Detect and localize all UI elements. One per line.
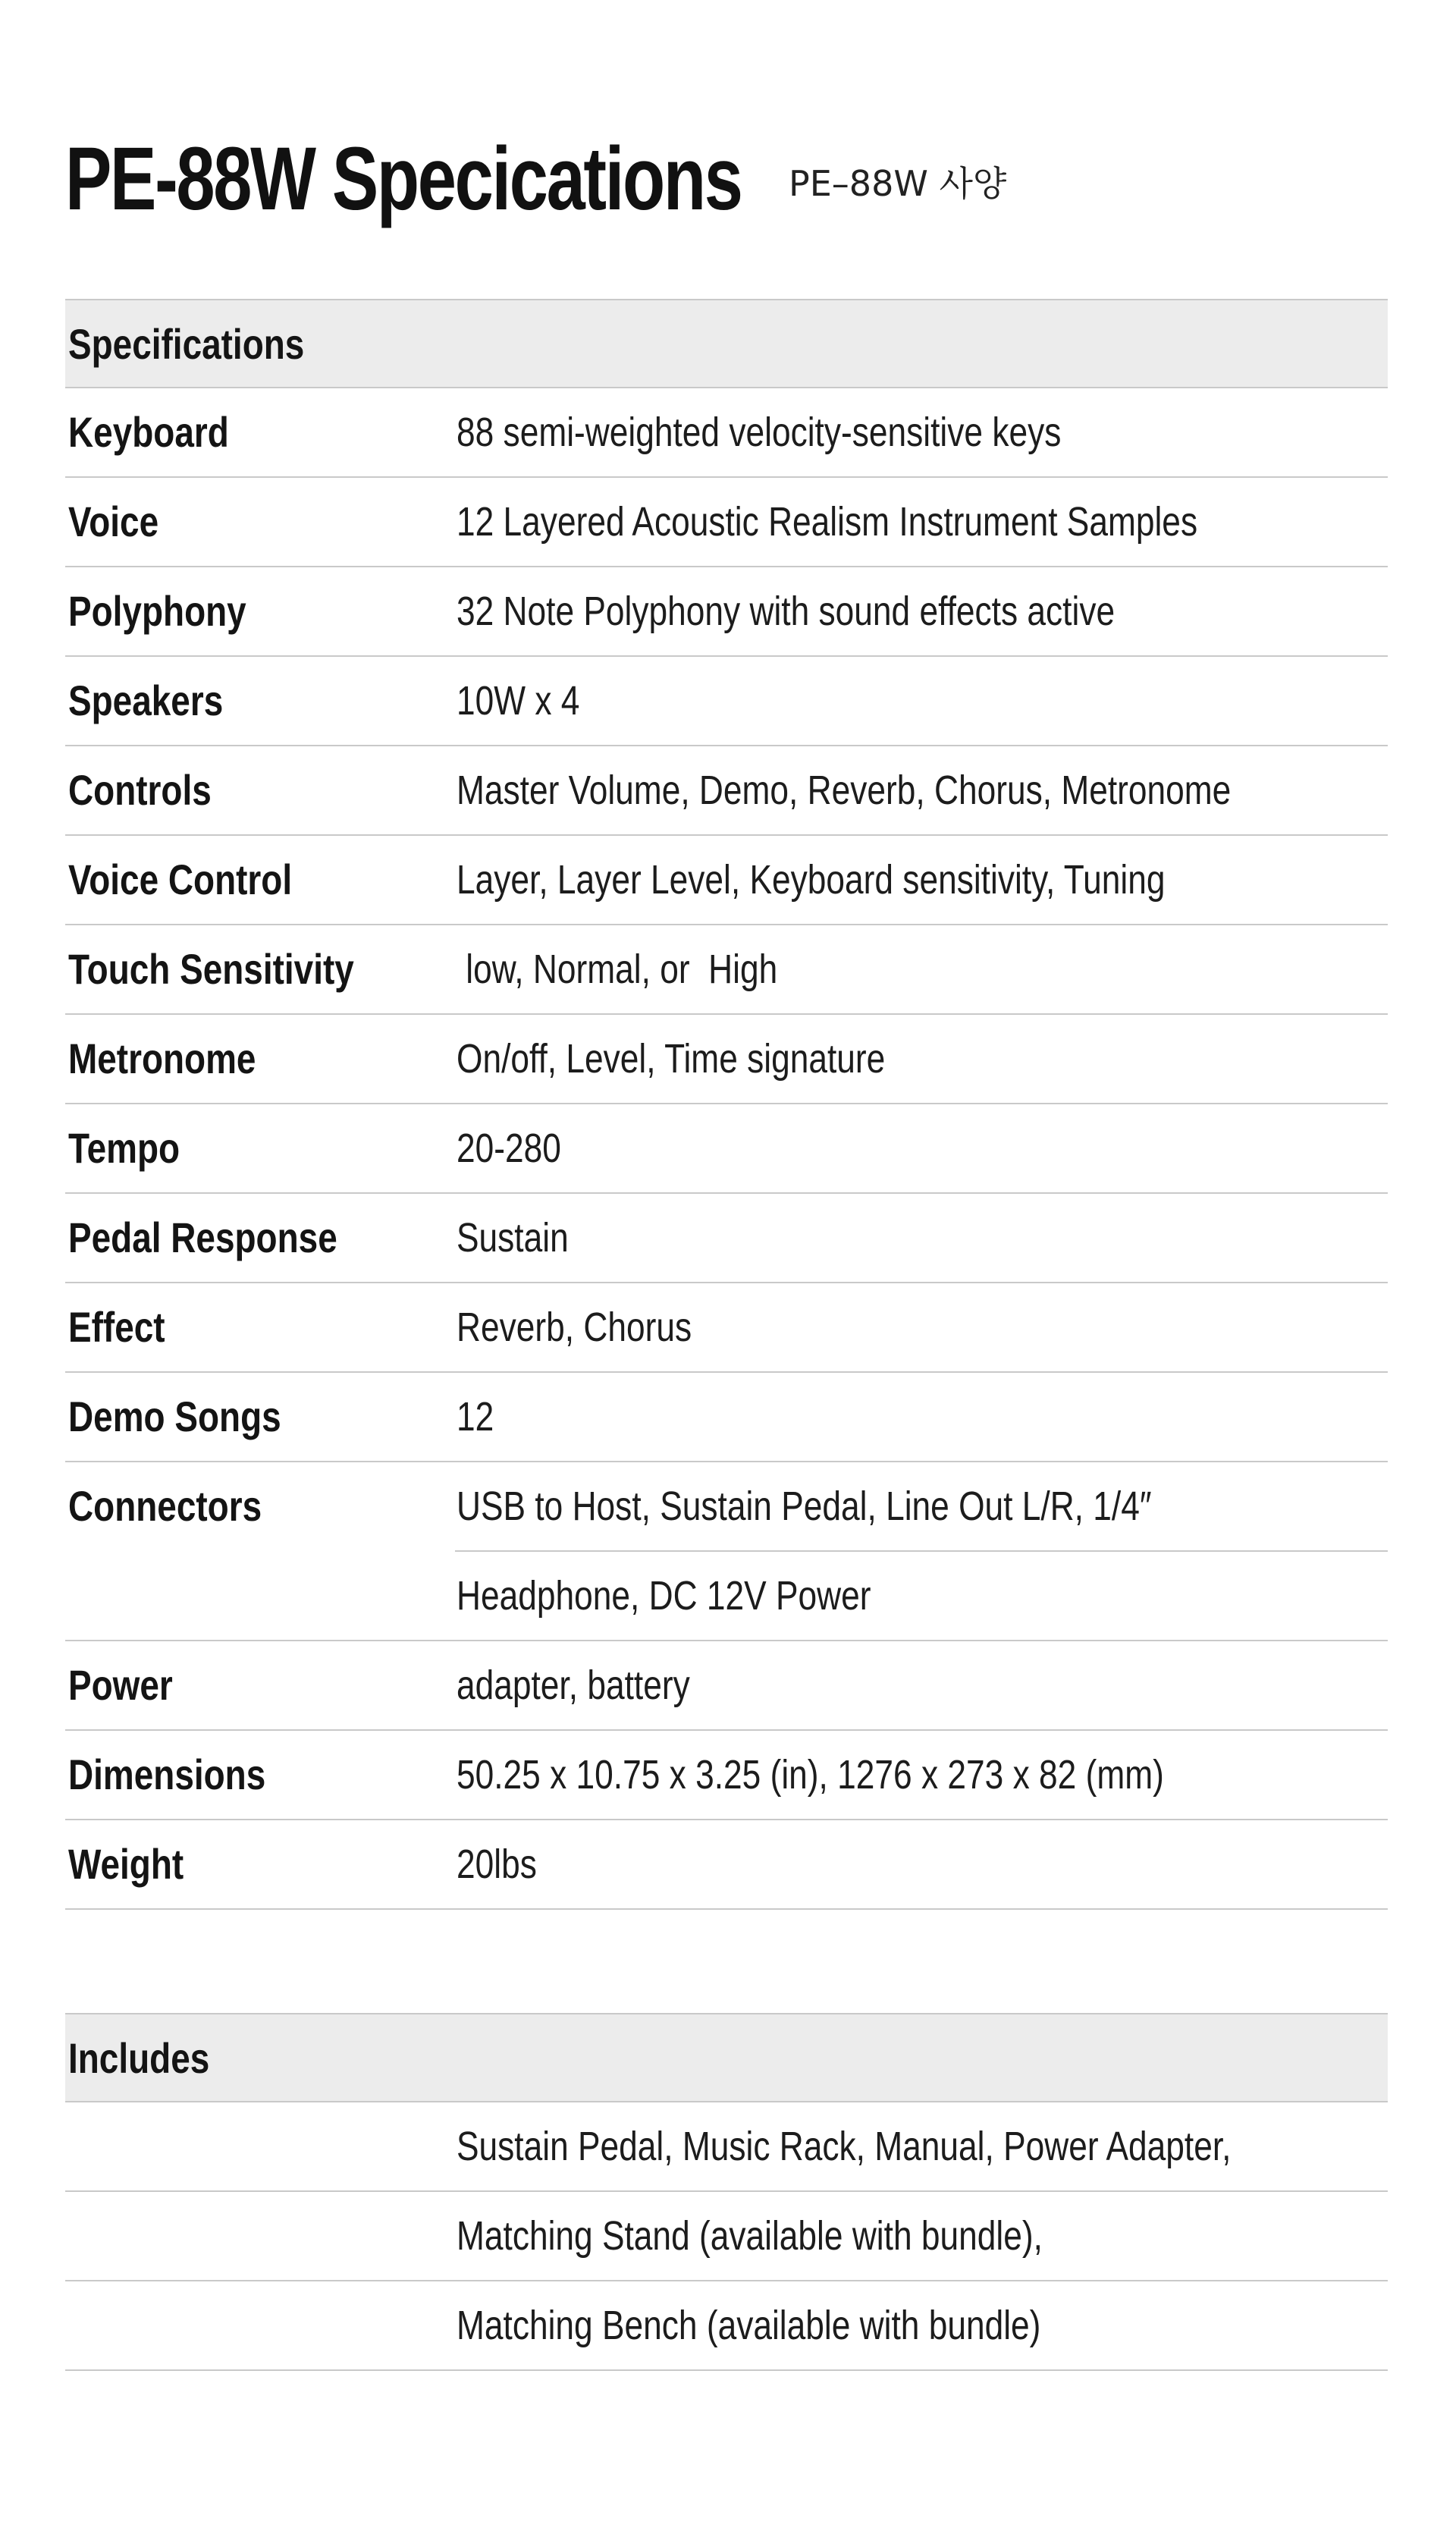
table-row (65, 478, 1388, 567)
table-row (65, 1283, 1388, 1373)
table-row (65, 2102, 1388, 2192)
table-header-label: Includes (68, 2034, 210, 2082)
spec-value: USB to Host, Sustain Pedal, Line Out L/R, 1/4″ (457, 1484, 1152, 1529)
spec-label: Touch Sensitivity (68, 945, 354, 993)
table-row (65, 1194, 1388, 1283)
spec-value: adapter, battery (457, 1663, 690, 1708)
table-row (65, 746, 1388, 836)
table-row (65, 925, 1388, 1015)
table-row (65, 836, 1388, 925)
page-title: PE-88W Specications (65, 129, 742, 229)
spec-label: Keyboard (68, 408, 229, 456)
spec-value: 10W x 4 (457, 678, 580, 724)
table-row (65, 1462, 1388, 1552)
spec-value: Sustain (457, 1215, 569, 1261)
includes-table (65, 2013, 1388, 2371)
spec-value: Layer, Layer Level, Keyboard sensitivity, Tuning (457, 857, 1166, 903)
spec-label: Speakers (68, 677, 224, 724)
spec-value: On/off, Level, Time signature (457, 1036, 886, 1082)
table-row (65, 1731, 1388, 1820)
table-row (65, 388, 1388, 478)
spec-label: Polyphony (68, 587, 246, 635)
include-value: Sustain Pedal, Music Rack, Manual, Power Adapter, (457, 2124, 1232, 2169)
spec-label: Effect (68, 1303, 165, 1351)
table-row (65, 567, 1388, 657)
table-row (65, 1104, 1388, 1194)
specifications-table (65, 299, 1388, 1910)
spec-value: 20lbs (457, 1842, 537, 1887)
spec-label: Voice (68, 498, 159, 545)
table-row (65, 2281, 1388, 2371)
table-row (65, 1373, 1388, 1462)
spec-value: Reverb, Chorus (457, 1305, 692, 1350)
spec-value: low, Normal, or High (457, 947, 778, 992)
spec-value: 20-280 (457, 1126, 561, 1171)
spec-label: Demo Songs (68, 1393, 281, 1440)
spec-label: Power (68, 1661, 173, 1709)
table-header-row (65, 299, 1388, 388)
table-header-label: Specifications (68, 320, 305, 368)
spec-value: Master Volume, Demo, Reverb, Chorus, Metronome (457, 768, 1232, 813)
spec-label: Controls (68, 766, 212, 814)
spec-label: Weight (68, 1840, 184, 1888)
spec-label: Metronome (68, 1035, 256, 1082)
spec-value: 32 Note Polyphony with sound effects active (457, 589, 1116, 634)
table-row (65, 1641, 1388, 1731)
spec-value: 50.25 x 10.75 x 3.25 (in), 1276 x 273 x 82 (mm) (457, 1752, 1164, 1798)
table-row (65, 1015, 1388, 1104)
spec-label: Pedal Response (68, 1214, 337, 1261)
table-row (65, 1552, 1388, 1641)
spec-label: Tempo (68, 1124, 180, 1172)
spec-label: Connectors (68, 1482, 262, 1530)
table-row (65, 2192, 1388, 2281)
spec-value: 12 Layered Acoustic Realism Instrument Samples (457, 499, 1198, 545)
page-subtitle: PE–88W 사양 (789, 163, 1007, 204)
spec-value: 12 (457, 1394, 494, 1440)
spec-label: Dimensions (68, 1751, 266, 1798)
spec-label: Voice Control (68, 856, 293, 903)
include-value: Matching Stand (available with bundle), (457, 2213, 1043, 2259)
spec-value: 88 semi-weighted velocity-sensitive keys (457, 410, 1062, 455)
spec-value: Headphone, DC 12V Power (457, 1573, 871, 1619)
table-row (65, 657, 1388, 746)
table-row (65, 1820, 1388, 1910)
table-header-row (65, 2013, 1388, 2102)
include-value: Matching Bench (available with bundle) (457, 2303, 1041, 2348)
